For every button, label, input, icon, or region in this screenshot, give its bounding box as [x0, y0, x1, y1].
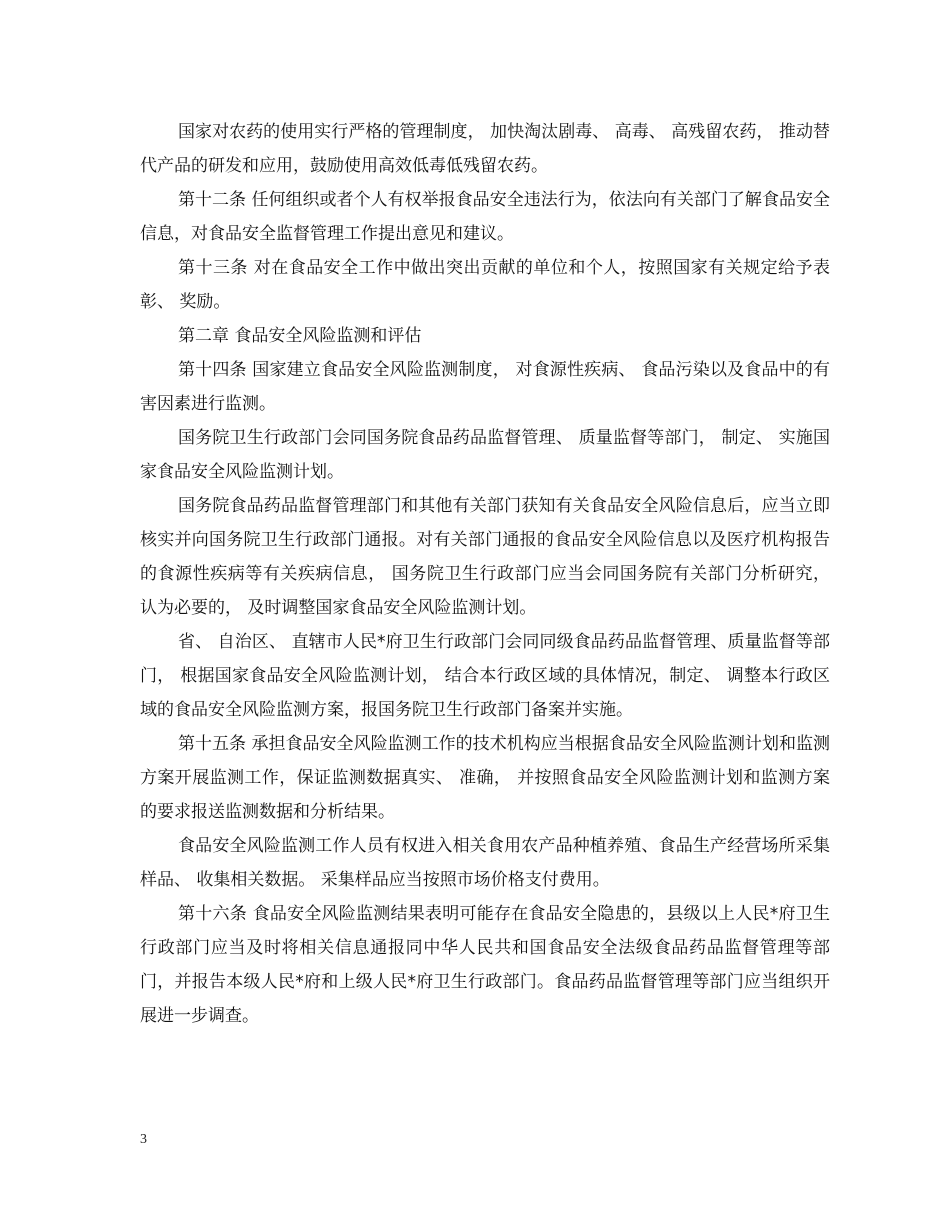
paragraph-risk-information: 国务院食品药品监督管理部门和其他有关部门获知有关食品安全风险信息后，应当立即核实并向国务院卫生行政部门通报。对有关部门通报的食品安全风险信息以及医疗机构报告的食源性疾病等有关疾病信息， 国务院卫生行政部门应当会同国务院有关部门分析研究， 认为必要的， 及时调整国家食品安全风险监测计划。 [140, 496, 830, 618]
document-body [140, 115, 830, 1033]
paragraph-provincial-plan: 省、 自治区、 直辖市人民*府卫生行政部门会同同级食品药品监督管理、质量监督等部门， 根据国家食品安全风险监测计划， 结合本行政区域的具体情况，制定、 调整本行政区域的食品安全风险监测方案，报国务院卫生行政部门备案并实施。 [140, 632, 830, 720]
paragraph-article-12: 第十二条 任何组织或者个人有权举报食品安全违法行为，依法向有关部门了解食品安全信息，对食品安全监督管理工作提出意见和建议。 [140, 190, 830, 244]
paragraph-article-15: 第十五条 承担食品安全风险监测工作的技术机构应当根据食品安全风险监测计划和监测方案开展监测工作，保证监测数据真实、 准确， 并按照食品安全风险监测计划和监测方案的要求报送监测数据和分析结果。 [140, 734, 830, 822]
paragraph-article-13: 第十三条 对在食品安全工作中做出突出贡献的单位和个人，按照国家有关规定给予表彰、 奖励。 [140, 258, 830, 312]
paragraph-article-16: 第十六条 食品安全风险监测结果表明可能存在食品安全隐患的，县级以上人民*府卫生行政部门应当及时将相关信息通报同中华人民共和国食品安全法级食品药品监督管理等部门，并报告本级人民*府和上级人民*府卫生行政部门。食品药品监督管理等部门应当组织开展进一步调查。 [140, 904, 830, 1026]
paragraph-article-14: 第十四条 国家建立食品安全风险监测制度， 对食源性疾病、 食品污染以及食品中的有害因素进行监测。 [140, 360, 830, 414]
paragraph-pesticide-management: 国家对农药的使用实行严格的管理制度， 加快淘汰剧毒、 高毒、 高残留农药， 推动替代产品的研发和应用，鼓励使用高效低毒低残留农药。 [140, 122, 830, 176]
paragraph-sampling-rights: 食品安全风险监测工作人员有权进入相关食用农产品种植养殖、食品生产经营场所采集样品、 收集相关数据。 采集样品应当按照市场价格支付费用。 [140, 836, 830, 890]
paragraph-monitoring-plan: 国务院卫生行政部门会同国务院食品药品监督管理、 质量监督等部门， 制定、 实施国家食品安全风险监测计划。 [140, 428, 830, 482]
page-number: 3 [140, 1132, 147, 1147]
chapter-2-heading: 第二章 食品安全风险监测和评估 [178, 326, 422, 346]
